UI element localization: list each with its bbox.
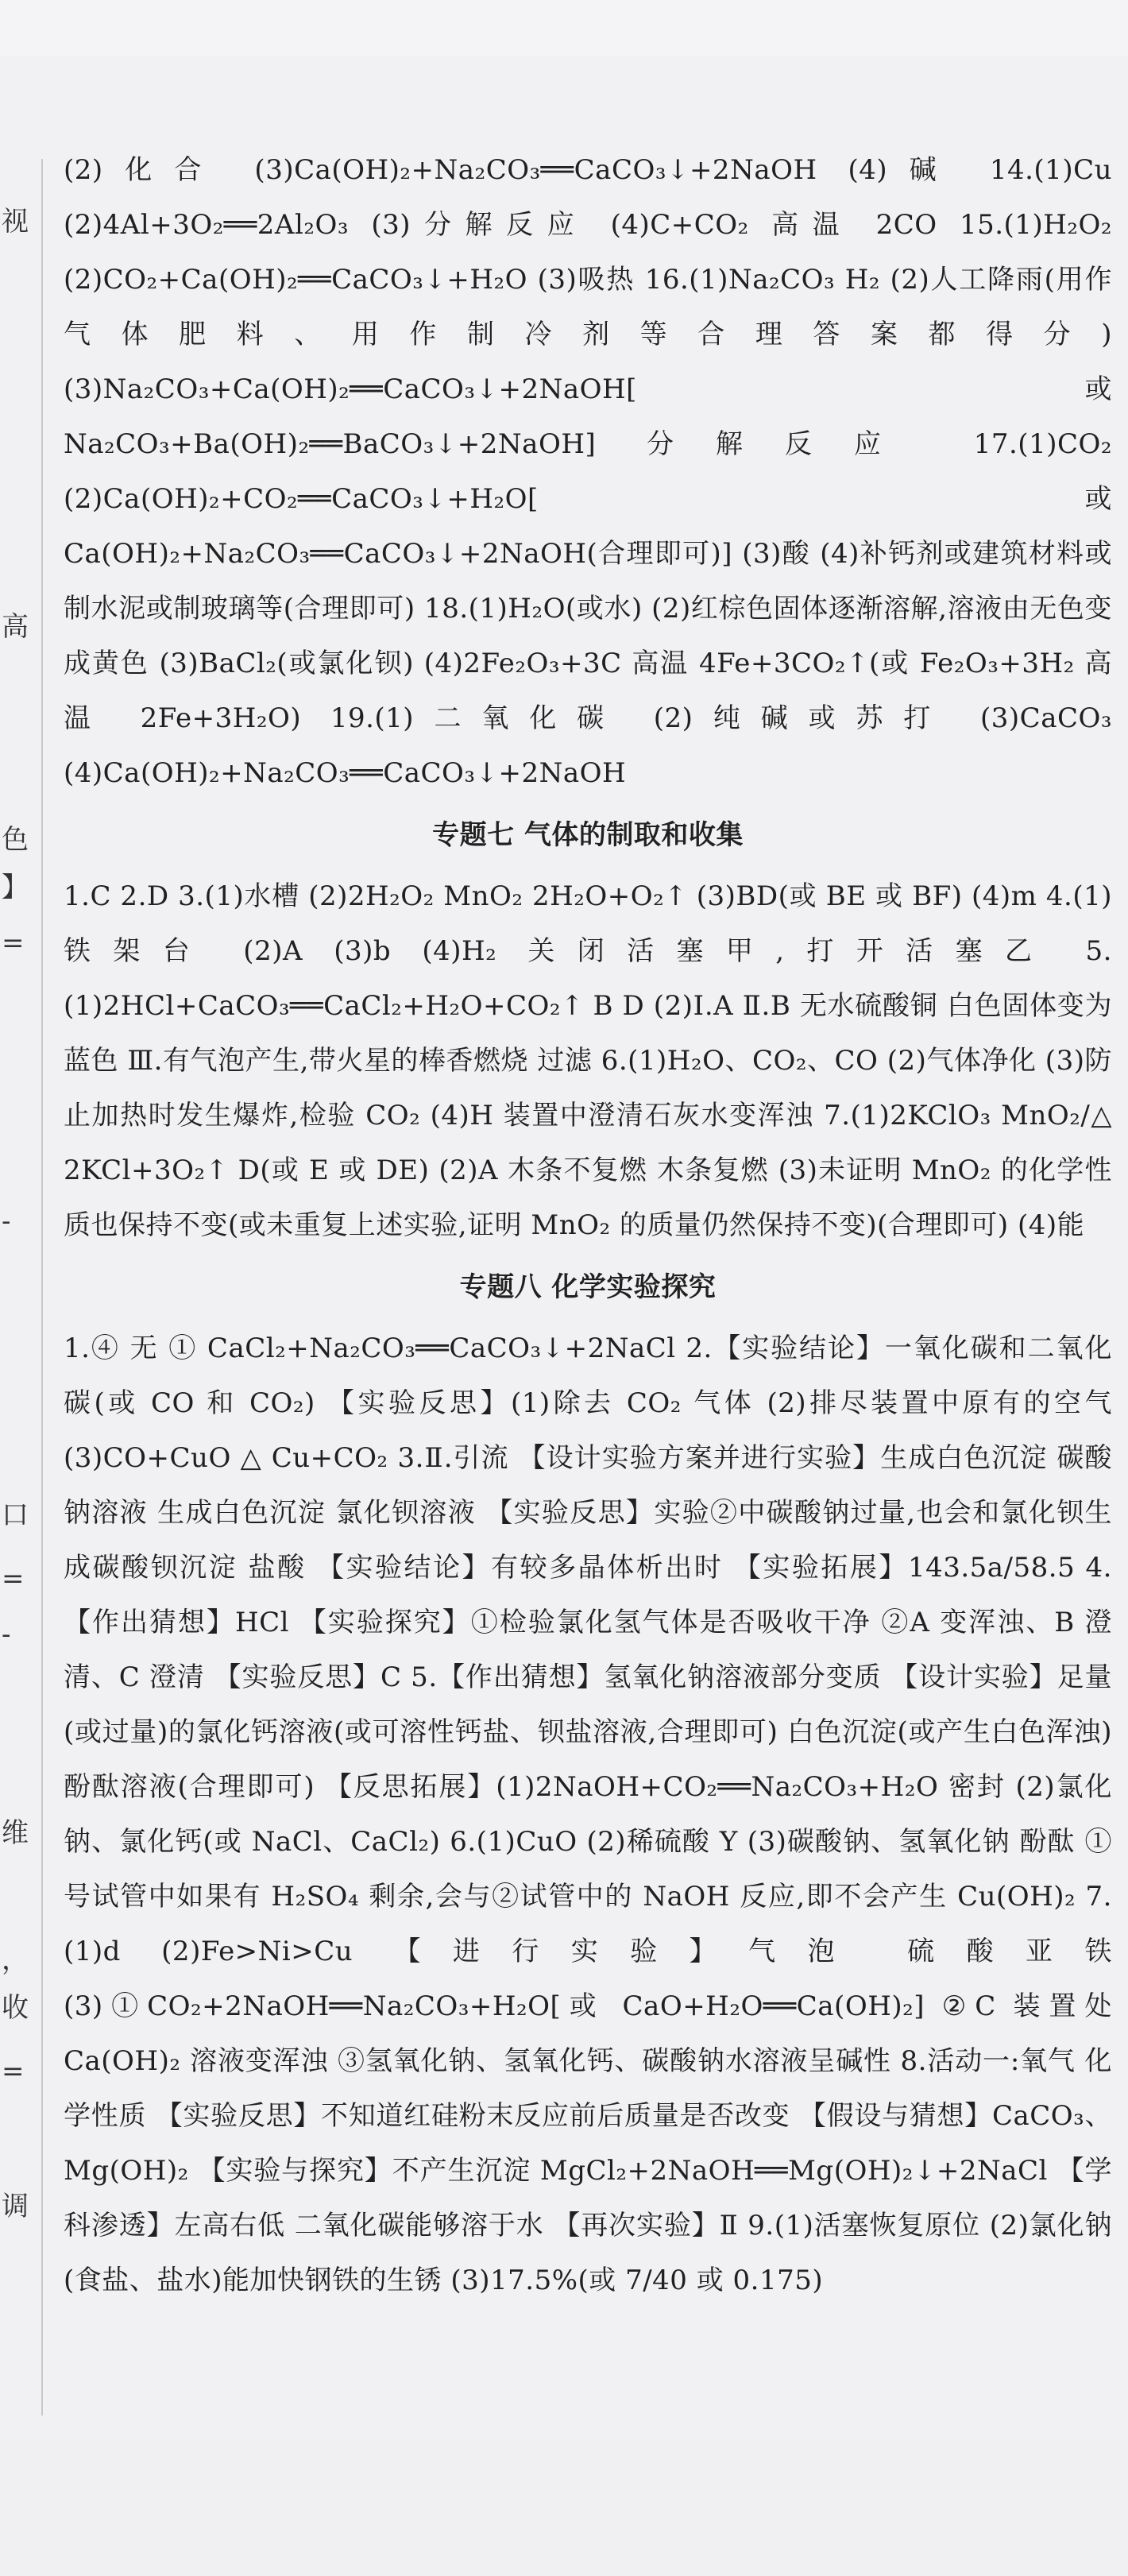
margin-char: = [2,1563,25,1595]
section-heading: 专题七 气体的制取和收集 [432,819,744,851]
answer-paragraph: 1.④ 无 ① CaCl₂+Na₂CO₃══CaCO₃↓+2NaCl 2.【实验结论】一氧化碳和二氧化碳(或 CO 和 CO₂) 【实验反思】(1)除去 CO₂ 气体 (2)排尽装置中原有的空气 (3)CO+CuO △ Cu+CO₂ 3.Ⅱ.引流 【设计实验方案并进行实验】生成白色沉淀 碳酸钠溶液 生成白色沉淀 氯化钡溶液 【实验反思】实验②中碳酸钠过量,也会和氯化钡生成碳酸钡沉淀 盐酸 【实验结论】有较多晶体析出时 【实验拓展】143.5a/58.5 4.【作出猜想】HCl 【实验探究】①检验氯化氢气体是否吸收干净 ②A 变浑浊、B 澄清、C 澄清 【实验反思】C 5.【作出猜想】氢氧化钠溶液部分变质 【设计实验】足量(或过量)的氯化钙溶液(或可溶性钙盐、钡盐溶液,合理即可) 白色沉淀(或产生白色浑浊) 酚酞溶液(合理即可) 【反思拓展】(1)2NaOH+CO₂══Na₂CO₃+H₂O 密封 (2)氯化钠、氯化钙(或 NaCl、CaCl₂) 6.(1)CuO (2)稀硫酸 Y (3)碳酸钠、氢氧化钠 酚酞 ①号试管中如果有 H₂SO₄ 剩余,会与②试管中的 NaOH 反应,即不会产生 Cu(OH)₂ 7.(1)d (2)Fe>Ni>Cu 【进行实验】气泡 硫酸亚铁 (3)①CO₂+2NaOH══Na₂CO₃+H₂O[或 CaO+H₂O══Ca(OH)₂] ②C 装置处 Ca(OH)₂ 溶液变浑浊 ③氢氧化钠、氢氧化钙、碳酸钠水溶液呈碱性 8.活动一:氧气 化学性质 【实验反思】不知道红硅粉末反应前后质量是否改变 【假设与猜想】CaCO₃、Mg(OH)₂ 【实验与探究】不产生沉淀 MgCl₂+2NaOH══Mg(OH)₂↓+2NaCl 【学科渗透】左高右低 二氧化碳能够溶于水 【再次实验】Ⅱ 9.(1)活塞恢复原位 (2)氯化钠(食盐、盐水)能加快钢铁的生锈 (3)17.5%(或 7/40 或 0.175) [64,1332,1112,2296]
section-topic-8 [64,1256,1112,2308]
margin-char: - [2,1619,11,1650]
left-margin-strip [0,0,41,2576]
answer-paragraph: (2)化合 (3)Ca(OH)₂+Na₂CO₃══CaCO₃↓+2NaOH (4)碱 14.(1)Cu (2)4Al+3O₂══2Al₂O₃ (3)分解反应 (4)C+CO₂ 高温 2CO 15.(1)H₂O₂ (2)CO₂+Ca(OH)₂══CaCO₃↓+H₂O (3)吸热 16.(1)Na₂CO₃ H₂ (2)人工降雨(用作气体肥料、用作制冷剂等合理答案都得分) (3)Na₂CO₃+Ca(OH)₂══CaCO₃↓+2NaOH[或 Na₂CO₃+Ba(OH)₂══BaCO₃↓+2NaOH] 分解反应 17.(1)CO₂ (2)Ca(OH)₂+CO₂══CaCO₃↓+H₂O[或 Ca(OH)₂+Na₂CO₃══CaCO₃↓+2NaOH(合理即可)] (3)酸 (4)补钙剂或建筑材料或制水泥或制玻璃等(合理即可) 18.(1)H₂O(或水) (2)红棕色固体逐渐溶解,溶液由无色变成黄色 (3)BaCl₂(或氯化钡) (4)2Fe₂O₃+3C 高温 4Fe+3CO₂↑(或 Fe₂O₃+3H₂ 高温 2Fe+3H₂O) 19.(1)二氧化碳 (2)纯碱或苏打 (3)CaCO₃ (4)Ca(OH)₂+Na₂CO₃══CaCO₃↓+2NaOH [64,154,1112,789]
margin-char: 收 [2,1992,29,2024]
margin-char: 高 [2,611,29,643]
section-heading: 专题八 化学实验探究 [459,1271,717,1303]
margin-char: = [2,927,25,959]
section-continued [64,143,1112,801]
margin-char: = [2,2056,25,2087]
margin-divider [41,159,43,2415]
margin-char: ， [2,1944,29,1976]
bottom-blank-area [0,2439,1128,2576]
margin-char: 维 [2,1817,29,1849]
margin-char: 口 [2,1499,29,1531]
top-band [0,0,1128,56]
answer-page [64,143,1112,2308]
section-topic-7 [64,804,1112,1253]
margin-char: 调 [2,2191,29,2222]
margin-char: 视 [2,206,29,238]
margin-char: 】 [2,872,29,903]
margin-char: 色 [2,824,29,856]
margin-char: - [2,1205,11,1237]
answer-paragraph: 1.C 2.D 3.(1)水槽 (2)2H₂O₂ MnO₂ 2H₂O+O₂↑ (3)BD(或 BE 或 BF) (4)m 4.(1)铁架台 (2)A (3)b (4)H₂ 关闭活塞甲,打开活塞乙 5.(1)2HCl+CaCO₃══CaCl₂+H₂O+CO₂↑ B D (2)Ⅰ.A Ⅱ.B 无水硫酸铜 白色固体变为蓝色 Ⅲ.有气泡产生,带火星的棒香燃烧 过滤 6.(1)H₂O、CO₂、CO (2)气体净化 (3)防止加热时发生爆炸,检验 CO₂ (4)H 装置中澄清石灰水变浑浊 7.(1)2KClO₃ MnO₂/△ 2KCl+3O₂↑ D(或 E 或 DE) (2)A 木条不复燃 木条复燃 (3)未证明 MnO₂ 的化学性质也保持不变(或未重复上述实验,证明 MnO₂ 的质量仍然保持不变)(合理即可) (4)能 [64,880,1112,1241]
